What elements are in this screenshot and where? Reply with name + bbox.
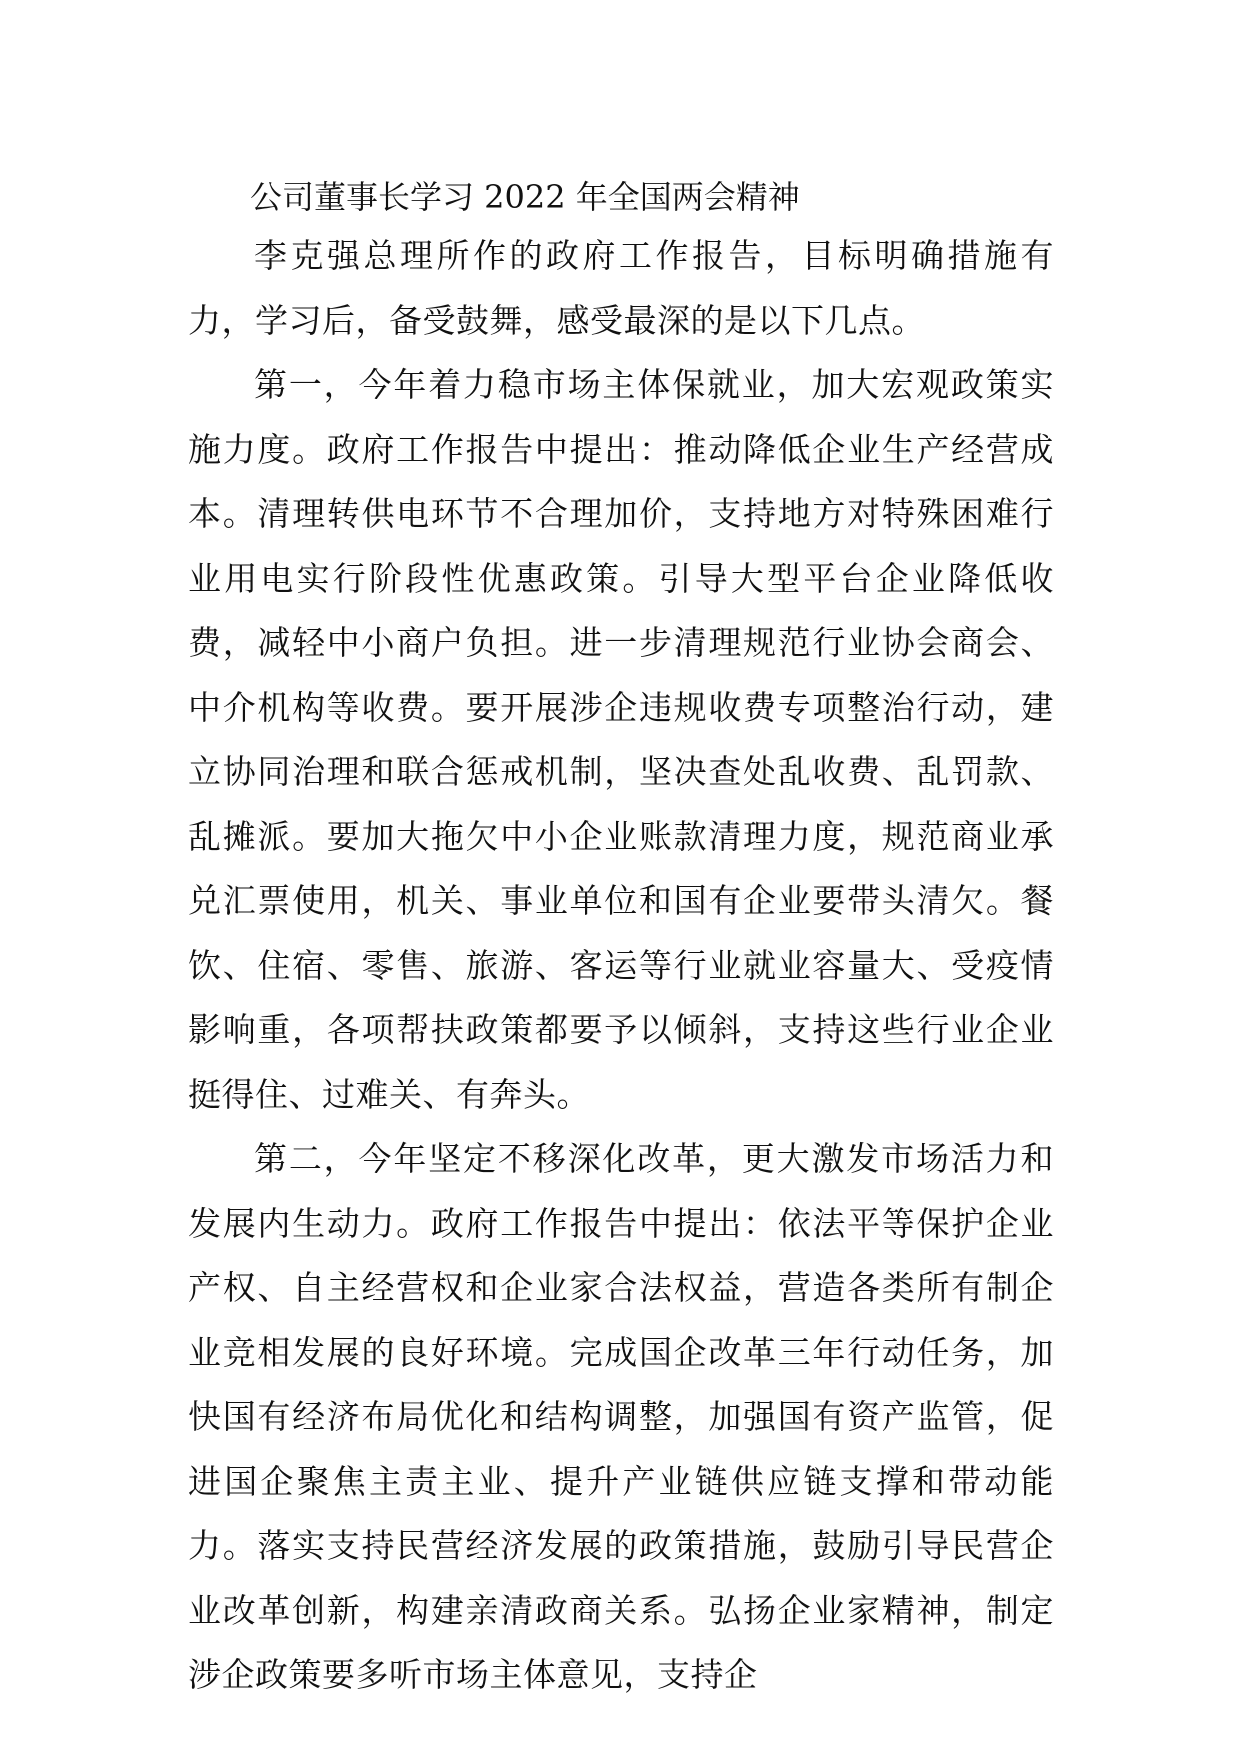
document-body xyxy=(188,170,1054,1708)
document-title: 公司董事长学习 2022 年全国两会精神 xyxy=(250,178,800,216)
paragraph-first-point: 第一，今年着力稳市场主体保就业，加大宏观政策实施力度。政府工作报告中提出：推动降低企业生产经营成本。清理转供电环节不合理加价，支持地方对特殊困难行业用电实行阶段性优惠政策。引导大型平台企业降低收费，减轻中小商户负担。进一步清理规范行业协会商会、中介机构等收费。要开展涉企违规收费专项整治行动，建立协同治理和联合惩戒机制，坚决查处乱收费、乱罚款、乱摊派。要加大拖欠中小企业账款清理力度，规范商业承兑汇票使用，机关、事业单位和国有企业要带头清欠。餐饮、住宿、零售、旅游、客运等行业就业容量大、受疫情影响重，各项帮扶政策都要予以倾斜，支持这些行业企业挺得住、过难关、有奔头。 xyxy=(188,365,1054,1114)
paragraph-intro: 李克强总理所作的政府工作报告，目标明确措施有力，学习后，备受鼓舞，感受最深的是以下几点。 xyxy=(188,236,1054,340)
paragraph-second-point: 第二，今年坚定不移深化改革，更大激发市场活力和发展内生动力。政府工作报告中提出：依法平等保护企业产权、自主经营权和企业家合法权益，营造各类所有制企业竞相发展的良好环境。完成国企改革三年行动任务，加快国有经济布局优化和结构调整，加强国有资产监管，促进国企聚焦主责主业、提升产业链供应链支撑和带动能力。落实支持民营经济发展的政策措施，鼓励引导民营企业改革创新，构建亲清政商关系。弘扬企业家精神，制定涉企政策要多听市场主体意见，支持企 xyxy=(188,1139,1054,1694)
